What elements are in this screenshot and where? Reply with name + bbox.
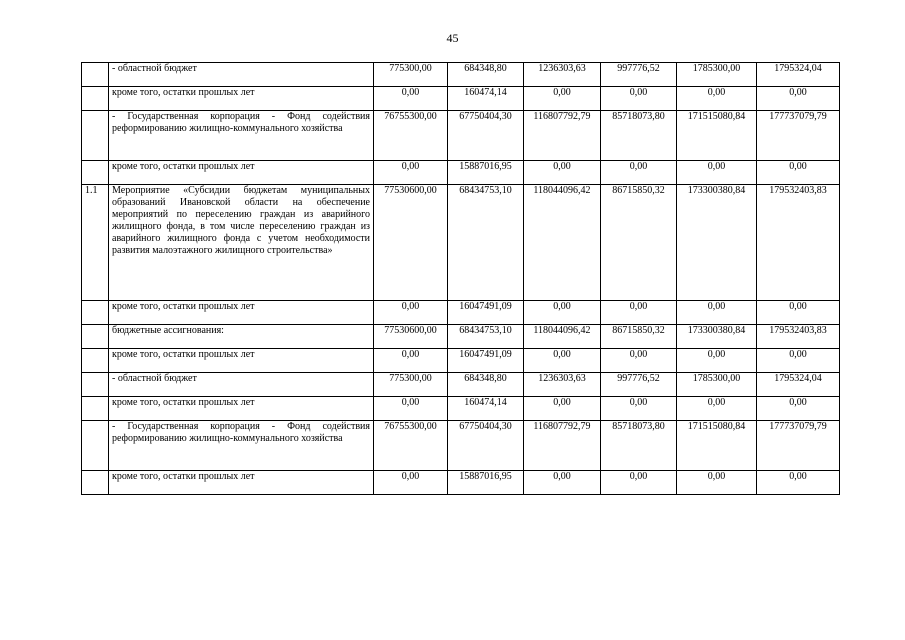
table-row	[82, 373, 840, 397]
value-cell-3: 0,00	[524, 161, 601, 185]
table-row	[82, 471, 840, 495]
row-description-cell: бюджетные ассигнования:	[109, 325, 374, 349]
value-cell-5: 1785300,00	[677, 63, 757, 87]
value-cell-2: 68434753,10	[448, 185, 524, 301]
row-number-cell	[82, 349, 109, 373]
value-cell-3: 1236303,63	[524, 373, 601, 397]
value-cell-3: 1236303,63	[524, 63, 601, 87]
value-cell-1: 775300,00	[374, 373, 448, 397]
value-cell-4: 0,00	[601, 87, 677, 111]
value-cell-3: 0,00	[524, 397, 601, 421]
table-row	[82, 63, 840, 87]
value-cell-1: 76755300,00	[374, 111, 448, 161]
table-row	[82, 349, 840, 373]
row-number-cell: 1.1	[82, 185, 109, 301]
value-cell-1: 77530600,00	[374, 325, 448, 349]
value-cell-6: 1795324,04	[757, 373, 840, 397]
row-number-cell	[82, 301, 109, 325]
value-cell-2: 68434753,10	[448, 325, 524, 349]
value-cell-5: 1785300,00	[677, 373, 757, 397]
value-cell-3: 0,00	[524, 471, 601, 495]
value-cell-6: 0,00	[757, 87, 840, 111]
value-cell-6: 0,00	[757, 349, 840, 373]
row-number-cell	[82, 325, 109, 349]
value-cell-2: 160474,14	[448, 397, 524, 421]
value-cell-6: 0,00	[757, 471, 840, 495]
value-cell-2: 684348,80	[448, 373, 524, 397]
value-cell-1: 77530600,00	[374, 185, 448, 301]
row-description-cell: кроме того, остатки прошлых лет	[109, 301, 374, 325]
row-description-cell: кроме того, остатки прошлых лет	[109, 161, 374, 185]
value-cell-2: 16047491,09	[448, 301, 524, 325]
row-description-cell: кроме того, остатки прошлых лет	[109, 87, 374, 111]
row-description-cell: - Государственная корпорация - Фонд содействия реформированию жилищно-коммунального хозяйства	[109, 111, 374, 161]
value-cell-1: 0,00	[374, 471, 448, 495]
value-cell-1: 775300,00	[374, 63, 448, 87]
value-cell-4: 0,00	[601, 397, 677, 421]
value-cell-3: 0,00	[524, 301, 601, 325]
value-cell-3: 116807792,79	[524, 421, 601, 471]
value-cell-2: 160474,14	[448, 87, 524, 111]
row-number-cell	[82, 111, 109, 161]
value-cell-3: 0,00	[524, 87, 601, 111]
value-cell-2: 684348,80	[448, 63, 524, 87]
value-cell-4: 85718073,80	[601, 421, 677, 471]
table-row	[82, 421, 840, 471]
value-cell-1: 76755300,00	[374, 421, 448, 471]
value-cell-4: 0,00	[601, 161, 677, 185]
table-body	[82, 63, 840, 495]
value-cell-5: 171515080,84	[677, 111, 757, 161]
row-number-cell	[82, 161, 109, 185]
budget-table	[81, 62, 840, 495]
row-description-cell: - областной бюджет	[109, 63, 374, 87]
value-cell-5: 171515080,84	[677, 421, 757, 471]
row-number-cell	[82, 421, 109, 471]
table-row	[82, 301, 840, 325]
row-description-cell: кроме того, остатки прошлых лет	[109, 349, 374, 373]
row-number-cell	[82, 373, 109, 397]
value-cell-4: 86715850,32	[601, 325, 677, 349]
value-cell-5: 0,00	[677, 471, 757, 495]
value-cell-1: 0,00	[374, 161, 448, 185]
value-cell-1: 0,00	[374, 349, 448, 373]
table-row	[82, 185, 840, 301]
value-cell-4: 0,00	[601, 301, 677, 325]
value-cell-5: 173300380,84	[677, 325, 757, 349]
value-cell-6: 0,00	[757, 397, 840, 421]
value-cell-5: 173300380,84	[677, 185, 757, 301]
row-description-cell: кроме того, остатки прошлых лет	[109, 471, 374, 495]
table-row	[82, 397, 840, 421]
row-number-cell	[82, 87, 109, 111]
value-cell-2: 15887016,95	[448, 471, 524, 495]
value-cell-3: 118044096,42	[524, 325, 601, 349]
value-cell-2: 67750404,30	[448, 421, 524, 471]
value-cell-5: 0,00	[677, 301, 757, 325]
value-cell-3: 118044096,42	[524, 185, 601, 301]
value-cell-5: 0,00	[677, 349, 757, 373]
value-cell-5: 0,00	[677, 397, 757, 421]
value-cell-4: 997776,52	[601, 373, 677, 397]
value-cell-4: 997776,52	[601, 63, 677, 87]
row-description-cell: кроме того, остатки прошлых лет	[109, 397, 374, 421]
value-cell-3: 0,00	[524, 349, 601, 373]
row-number-cell	[82, 397, 109, 421]
row-number-cell	[82, 63, 109, 87]
value-cell-1: 0,00	[374, 87, 448, 111]
row-description-cell: - Государственная корпорация - Фонд содействия реформированию жилищно-коммунального хозяйства	[109, 421, 374, 471]
value-cell-4: 0,00	[601, 471, 677, 495]
value-cell-5: 0,00	[677, 87, 757, 111]
page-number: 45	[446, 31, 459, 45]
value-cell-4: 85718073,80	[601, 111, 677, 161]
value-cell-2: 15887016,95	[448, 161, 524, 185]
value-cell-6: 179532403,83	[757, 185, 840, 301]
value-cell-6: 177737079,79	[757, 421, 840, 471]
value-cell-4: 0,00	[601, 349, 677, 373]
row-description-cell: Мероприятие «Субсидии бюджетам муниципальных образований Ивановской области на обеспечение мероприятий по переселению граждан из аварийного жилищного фонда, в том числе переселению граждан из аварийного жилищного фонда с учетом необходимости развития малоэтажного жилищного строительства»	[109, 185, 374, 301]
value-cell-5: 0,00	[677, 161, 757, 185]
row-number-cell	[82, 471, 109, 495]
value-cell-2: 16047491,09	[448, 349, 524, 373]
value-cell-1: 0,00	[374, 397, 448, 421]
value-cell-1: 0,00	[374, 301, 448, 325]
value-cell-3: 116807792,79	[524, 111, 601, 161]
value-cell-6: 1795324,04	[757, 63, 840, 87]
value-cell-4: 86715850,32	[601, 185, 677, 301]
table-row	[82, 161, 840, 185]
table-row	[82, 111, 840, 161]
value-cell-6: 0,00	[757, 301, 840, 325]
table-row	[82, 87, 840, 111]
value-cell-6: 0,00	[757, 161, 840, 185]
value-cell-2: 67750404,30	[448, 111, 524, 161]
row-description-cell: - областной бюджет	[109, 373, 374, 397]
value-cell-6: 177737079,79	[757, 111, 840, 161]
value-cell-6: 179532403,83	[757, 325, 840, 349]
table-row	[82, 325, 840, 349]
